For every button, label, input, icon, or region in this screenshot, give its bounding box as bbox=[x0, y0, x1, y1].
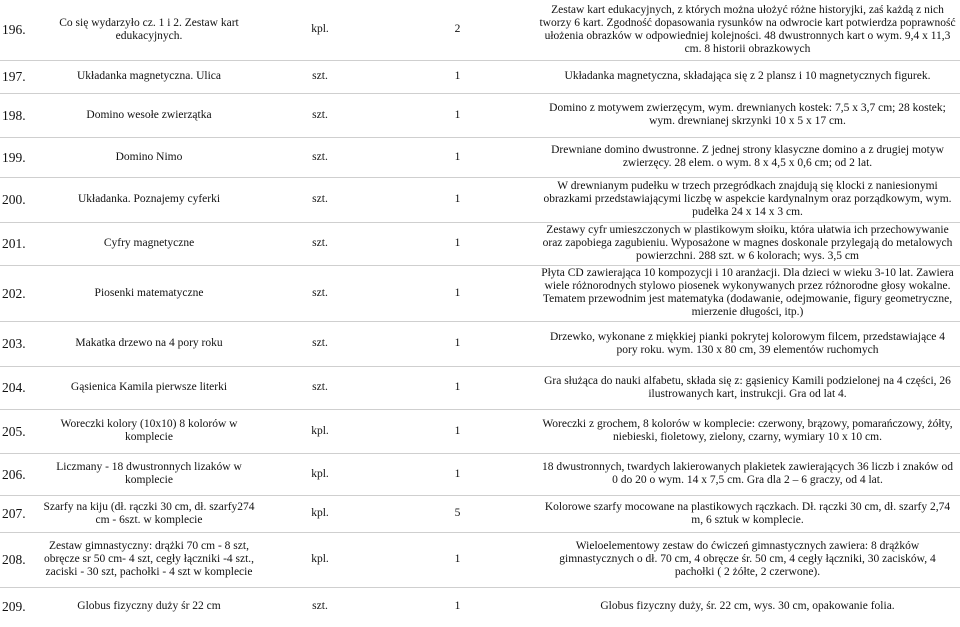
table-row bbox=[0, 495, 960, 532]
item-description: Płyta CD zawierająca 10 kompozycji i 10 aranżacji. Dla dzieci w wieku 3-10 lat. Zawiera wiele różnorodnych stylowo piosenek wykonywanych przez różnorodne głosy wokalne. Tematem przewodnim jest matematyka (dodawanie, odejmowanie, figury geometryczne, mierzenie długości, itp.) bbox=[535, 265, 960, 321]
item-unit: szt. bbox=[260, 366, 380, 409]
item-description: 18 dwustronnych, twardych lakierowanych plakietek zawierających 36 liczb i znaków od 0 do 20 o wym. 14 x 7,5 cm. Gra dla 2 – 6 graczy, od 4 lat. bbox=[535, 453, 960, 495]
item-name: Domino wesołe zwierzątka bbox=[38, 93, 260, 137]
row-number: 208. bbox=[0, 532, 38, 587]
item-quantity: 1 bbox=[380, 366, 535, 409]
item-name: Co się wydarzyło cz. 1 i 2. Zestaw kart edukacyjnych. bbox=[38, 0, 260, 60]
item-unit: kpl. bbox=[260, 409, 380, 453]
item-description: Kolorowe szarfy mocowane na plastikowych rączkach. Dł. rączki 30 cm, dł. szarfy 2,74 m, 6 sztuk w komplecie. bbox=[535, 495, 960, 532]
item-description: W drewnianym pudełku w trzech przegródkach znajdują się klocki z naniesionymi obrazkami przedstawiającymi liczbę w aspekcie kardynalnym oraz porządkowym, wym. pudełka 24 x 14 x 3 cm. bbox=[535, 177, 960, 222]
item-unit: kpl. bbox=[260, 0, 380, 60]
table-row bbox=[0, 587, 960, 625]
row-number: 198. bbox=[0, 93, 38, 137]
table-row bbox=[0, 177, 960, 222]
item-unit: szt. bbox=[260, 265, 380, 321]
item-quantity: 1 bbox=[380, 93, 535, 137]
item-unit: szt. bbox=[260, 177, 380, 222]
row-number: 201. bbox=[0, 222, 38, 265]
row-number: 199. bbox=[0, 137, 38, 177]
table-row bbox=[0, 265, 960, 321]
item-unit: szt. bbox=[312, 599, 328, 612]
item-name: Piosenki matematyczne bbox=[38, 265, 260, 321]
item-quantity: 1 bbox=[380, 409, 535, 453]
item-unit: kpl. bbox=[260, 532, 380, 587]
item-quantity: 1 bbox=[454, 599, 461, 612]
item-name: Domino Nimo bbox=[38, 137, 260, 177]
row-number: 205. bbox=[0, 409, 38, 453]
item-name: Gąsienica Kamila pierwsze literki bbox=[38, 366, 260, 409]
item-quantity: 1 bbox=[380, 453, 535, 495]
table-row bbox=[0, 137, 960, 177]
item-description: Drewniane domino dwustronne. Z jednej strony klasyczne domino a z drugiej motyw zwierzęcy. 28 elem. o wym. 8 x 4,5 x 0,6 cm; od 2 lat. bbox=[535, 137, 960, 177]
row-number: 206. bbox=[0, 453, 38, 495]
item-unit: szt. bbox=[260, 321, 380, 366]
item-name: Globus fizyczny duży śr 22 cm bbox=[77, 599, 221, 612]
item-unit: szt. bbox=[260, 93, 380, 137]
item-name: Woreczki kolory (10x10) 8 kolorów w komplecie bbox=[38, 409, 260, 453]
table-row bbox=[0, 0, 960, 60]
row-number: 197. bbox=[0, 60, 38, 93]
item-unit: kpl. bbox=[260, 495, 380, 532]
item-quantity: 1 bbox=[380, 177, 535, 222]
item-unit: szt. bbox=[260, 60, 380, 93]
item-name: Zestaw gimnastyczny: drążki 70 cm - 8 szt, obręcze sr 50 cm- 4 szt, cegły łączniki -4 szt., zaciski - 30 szt, pachołki - 4 szt w komplecie bbox=[38, 532, 260, 587]
item-description: Zestawy cyfr umieszczonych w plastikowym słoiku, która ułatwia ich przechowywanie oraz zapobiega zagubieniu. Wyposażone w magnes doskonale przylegają do metalowych powierzchni. 288 szt. w 6 kolorach; wys. 3,5 cm bbox=[535, 222, 960, 265]
row-number: 204. bbox=[0, 366, 38, 409]
item-quantity: 1 bbox=[380, 60, 535, 93]
item-description: Zestaw kart edukacyjnych, z których można ułożyć różne historyjki, zaś każdą z nich tworzy 6 kart. Zgodność dopasowania rysunków na odwrocie kart potwierdza poprawność ułożenia obrazków w odpowiedniej kolejności. 48 dwustronnych kart o wym. 9,4 x 11,3 cm. 8 historii obrazkowych bbox=[535, 0, 960, 60]
row-number: 196. bbox=[0, 0, 38, 60]
table-row bbox=[0, 409, 960, 453]
item-description: Gra służąca do nauki alfabetu, składa się z: gąsienicy Kamili podzielonej na 4 części, 26 ilustrowanych kart, instrukcji. Gra od lat 4. bbox=[535, 366, 960, 409]
row-number: 207. bbox=[0, 495, 38, 532]
item-name: Układanka magnetyczna. Ulica bbox=[38, 60, 260, 93]
item-quantity: 1 bbox=[380, 265, 535, 321]
item-quantity: 1 bbox=[380, 222, 535, 265]
item-quantity: 5 bbox=[380, 495, 535, 532]
item-unit: szt. bbox=[260, 222, 380, 265]
row-number: 209. bbox=[2, 598, 26, 614]
item-quantity: 2 bbox=[380, 0, 535, 60]
row-number: 202. bbox=[0, 265, 38, 321]
table-row bbox=[0, 93, 960, 137]
table-row bbox=[0, 321, 960, 366]
item-description: Domino z motywem zwierzęcym, wym. drewnianych kostek: 7,5 x 3,7 cm; 28 kostek; wym. drewnianej skrzynki 10 x 5 x 17 cm. bbox=[535, 93, 960, 137]
table-row bbox=[0, 60, 960, 93]
item-description: Drzewko, wykonane z miękkiej pianki pokrytej kolorowym filcem, przedstawiające 4 pory roku. wym. 130 x 80 cm, 39 elementów ruchomych bbox=[535, 321, 960, 366]
table-row bbox=[0, 222, 960, 265]
item-description: Woreczki z grochem, 8 kolorów w komplecie: czerwony, brązowy, pomarańczowy, żółty, niebieski, fioletowy, zielony, czarny, wymiary 10 x 10 cm. bbox=[535, 409, 960, 453]
item-name: Szarfy na kiju (dł. rączki 30 cm, dł. szarfy274 cm - 6szt. w komplecie bbox=[38, 495, 260, 532]
item-unit: szt. bbox=[260, 137, 380, 177]
row-number: 203. bbox=[0, 321, 38, 366]
item-description: Układanka magnetyczna, składająca się z 2 plansz i 10 magnetycznych figurek. bbox=[535, 60, 960, 93]
item-quantity: 1 bbox=[380, 532, 535, 587]
item-unit: kpl. bbox=[260, 453, 380, 495]
table-row bbox=[0, 366, 960, 409]
item-name: Liczmany - 18 dwustronnych lizaków w komplecie bbox=[38, 453, 260, 495]
row-number: 200. bbox=[0, 177, 38, 222]
table-row bbox=[0, 453, 960, 495]
item-description: Wieloelementowy zestaw do ćwiczeń gimnastycznych zawiera: 8 drążków gimnastycznych o dł. 70 cm, 4 obręcze śr. 50 cm, 4 cegły łączniki, 30 zacisków, 4 pachołki ( 2 żółte, 2 czerwone). bbox=[535, 532, 960, 587]
item-quantity: 1 bbox=[380, 321, 535, 366]
item-name: Cyfry magnetyczne bbox=[38, 222, 260, 265]
table-row bbox=[0, 532, 960, 587]
item-quantity: 1 bbox=[380, 137, 535, 177]
item-description: Globus fizyczny duży, śr. 22 cm, wys. 30 cm, opakowanie folia. bbox=[600, 599, 895, 612]
item-name: Układanka. Poznajemy cyferki bbox=[38, 177, 260, 222]
item-name: Makatka drzewo na 4 pory roku bbox=[38, 321, 260, 366]
